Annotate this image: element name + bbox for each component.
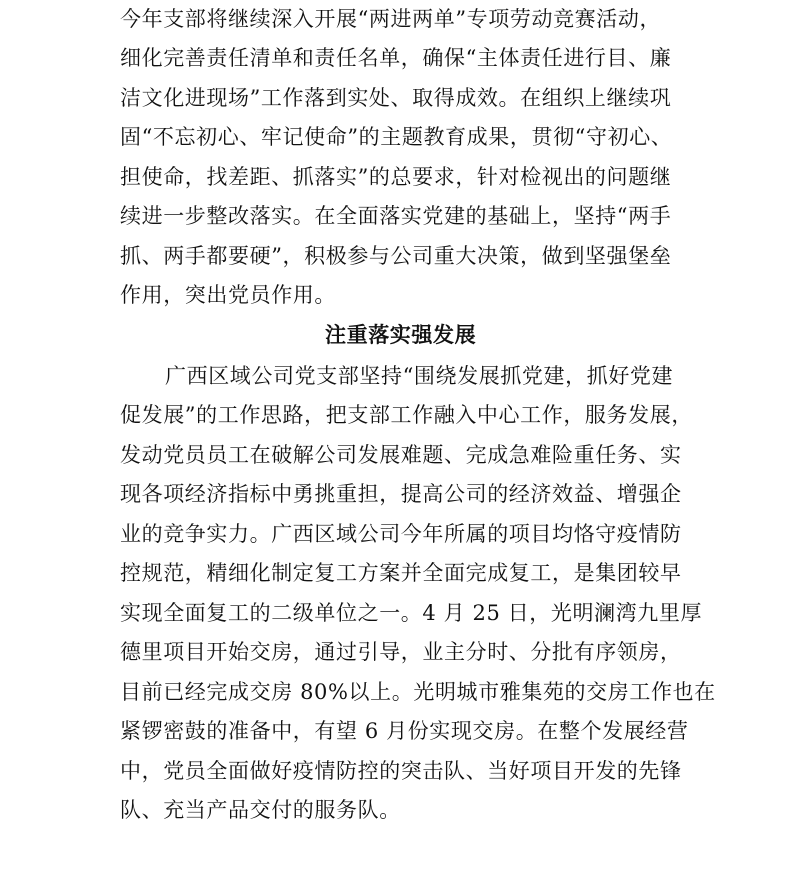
paragraph-1-line-6: 续进一步整改落实。在全面落实党建的基础上，坚持“两手: [120, 204, 672, 228]
paragraph-1-line-8: 作用，突出党员作用。: [120, 283, 336, 307]
paragraph-2-line-8: 德里项目开始交房，通过引导，业主分时、分批有序领房，: [120, 640, 682, 664]
paragraph-1-line-3: 洁文化进现场”工作落到实处、取得成效。在组织上继续巩: [120, 86, 672, 110]
paragraph-1-line-1: 今年支部将继续深入开展“两进两单”专项劳动竞赛活动，: [120, 7, 662, 31]
paragraph-2-line-11: 中，党员全面做好疫情防控的突击队、当好项目开发的先锋: [120, 759, 682, 783]
paragraph-2-line-3: 发动党员员工在破解公司发展难题、完成急难险重任务、实: [120, 443, 682, 467]
paragraph-2-line-12: 队、充当产品交付的服务队。: [120, 798, 401, 822]
section-heading: 注重落实强发展: [325, 322, 477, 347]
paragraph-1-line-4: 固“不忘初心、牢记使命”的主题教育成果，贯彻“守初心、: [120, 125, 673, 149]
paragraph-2-line-10: 紧锣密鼓的准备中，有望 6 月份实现交房。在整个发展经营: [120, 719, 689, 743]
paragraph-1-line-5: 担使命，找差距、抓落实”的总要求，针对检视出的问题继: [120, 165, 672, 189]
paragraph-2-line-6: 控规范，精细化制定复工方案并全面完成复工，是集团较早: [120, 561, 682, 585]
paragraph-1-line-7: 抓、两手都要硬”，积极参与公司重大决策，做到坚强堡垒: [120, 244, 672, 268]
paragraph-2-line-7: 实现全面复工的二级单位之一。4 月 25 日，光明澜湾九里厚: [120, 601, 703, 625]
paragraph-2-line-2: 促发展”的工作思路，把支部工作融入中心工作，服务发展，: [120, 403, 693, 427]
paragraph-1-line-2: 细化完善责任清单和责任名单，确保“主体责任进行目、廉: [120, 46, 672, 70]
paragraph-2-line-9: 目前已经完成交房 80%以上。光明城市雅集苑的交房工作也在: [120, 680, 716, 704]
paragraph-2-line-4: 现各项经济指标中勇挑重担，提高公司的经济效益、增强企: [120, 482, 682, 506]
paragraph-2-line-5: 业的竞争实力。广西区域公司今年所属的项目均恪守疫情防: [120, 522, 682, 546]
paragraph-2-line-1: 广西区域公司党支部坚持“围绕发展抓党建，抓好党建: [165, 364, 674, 388]
